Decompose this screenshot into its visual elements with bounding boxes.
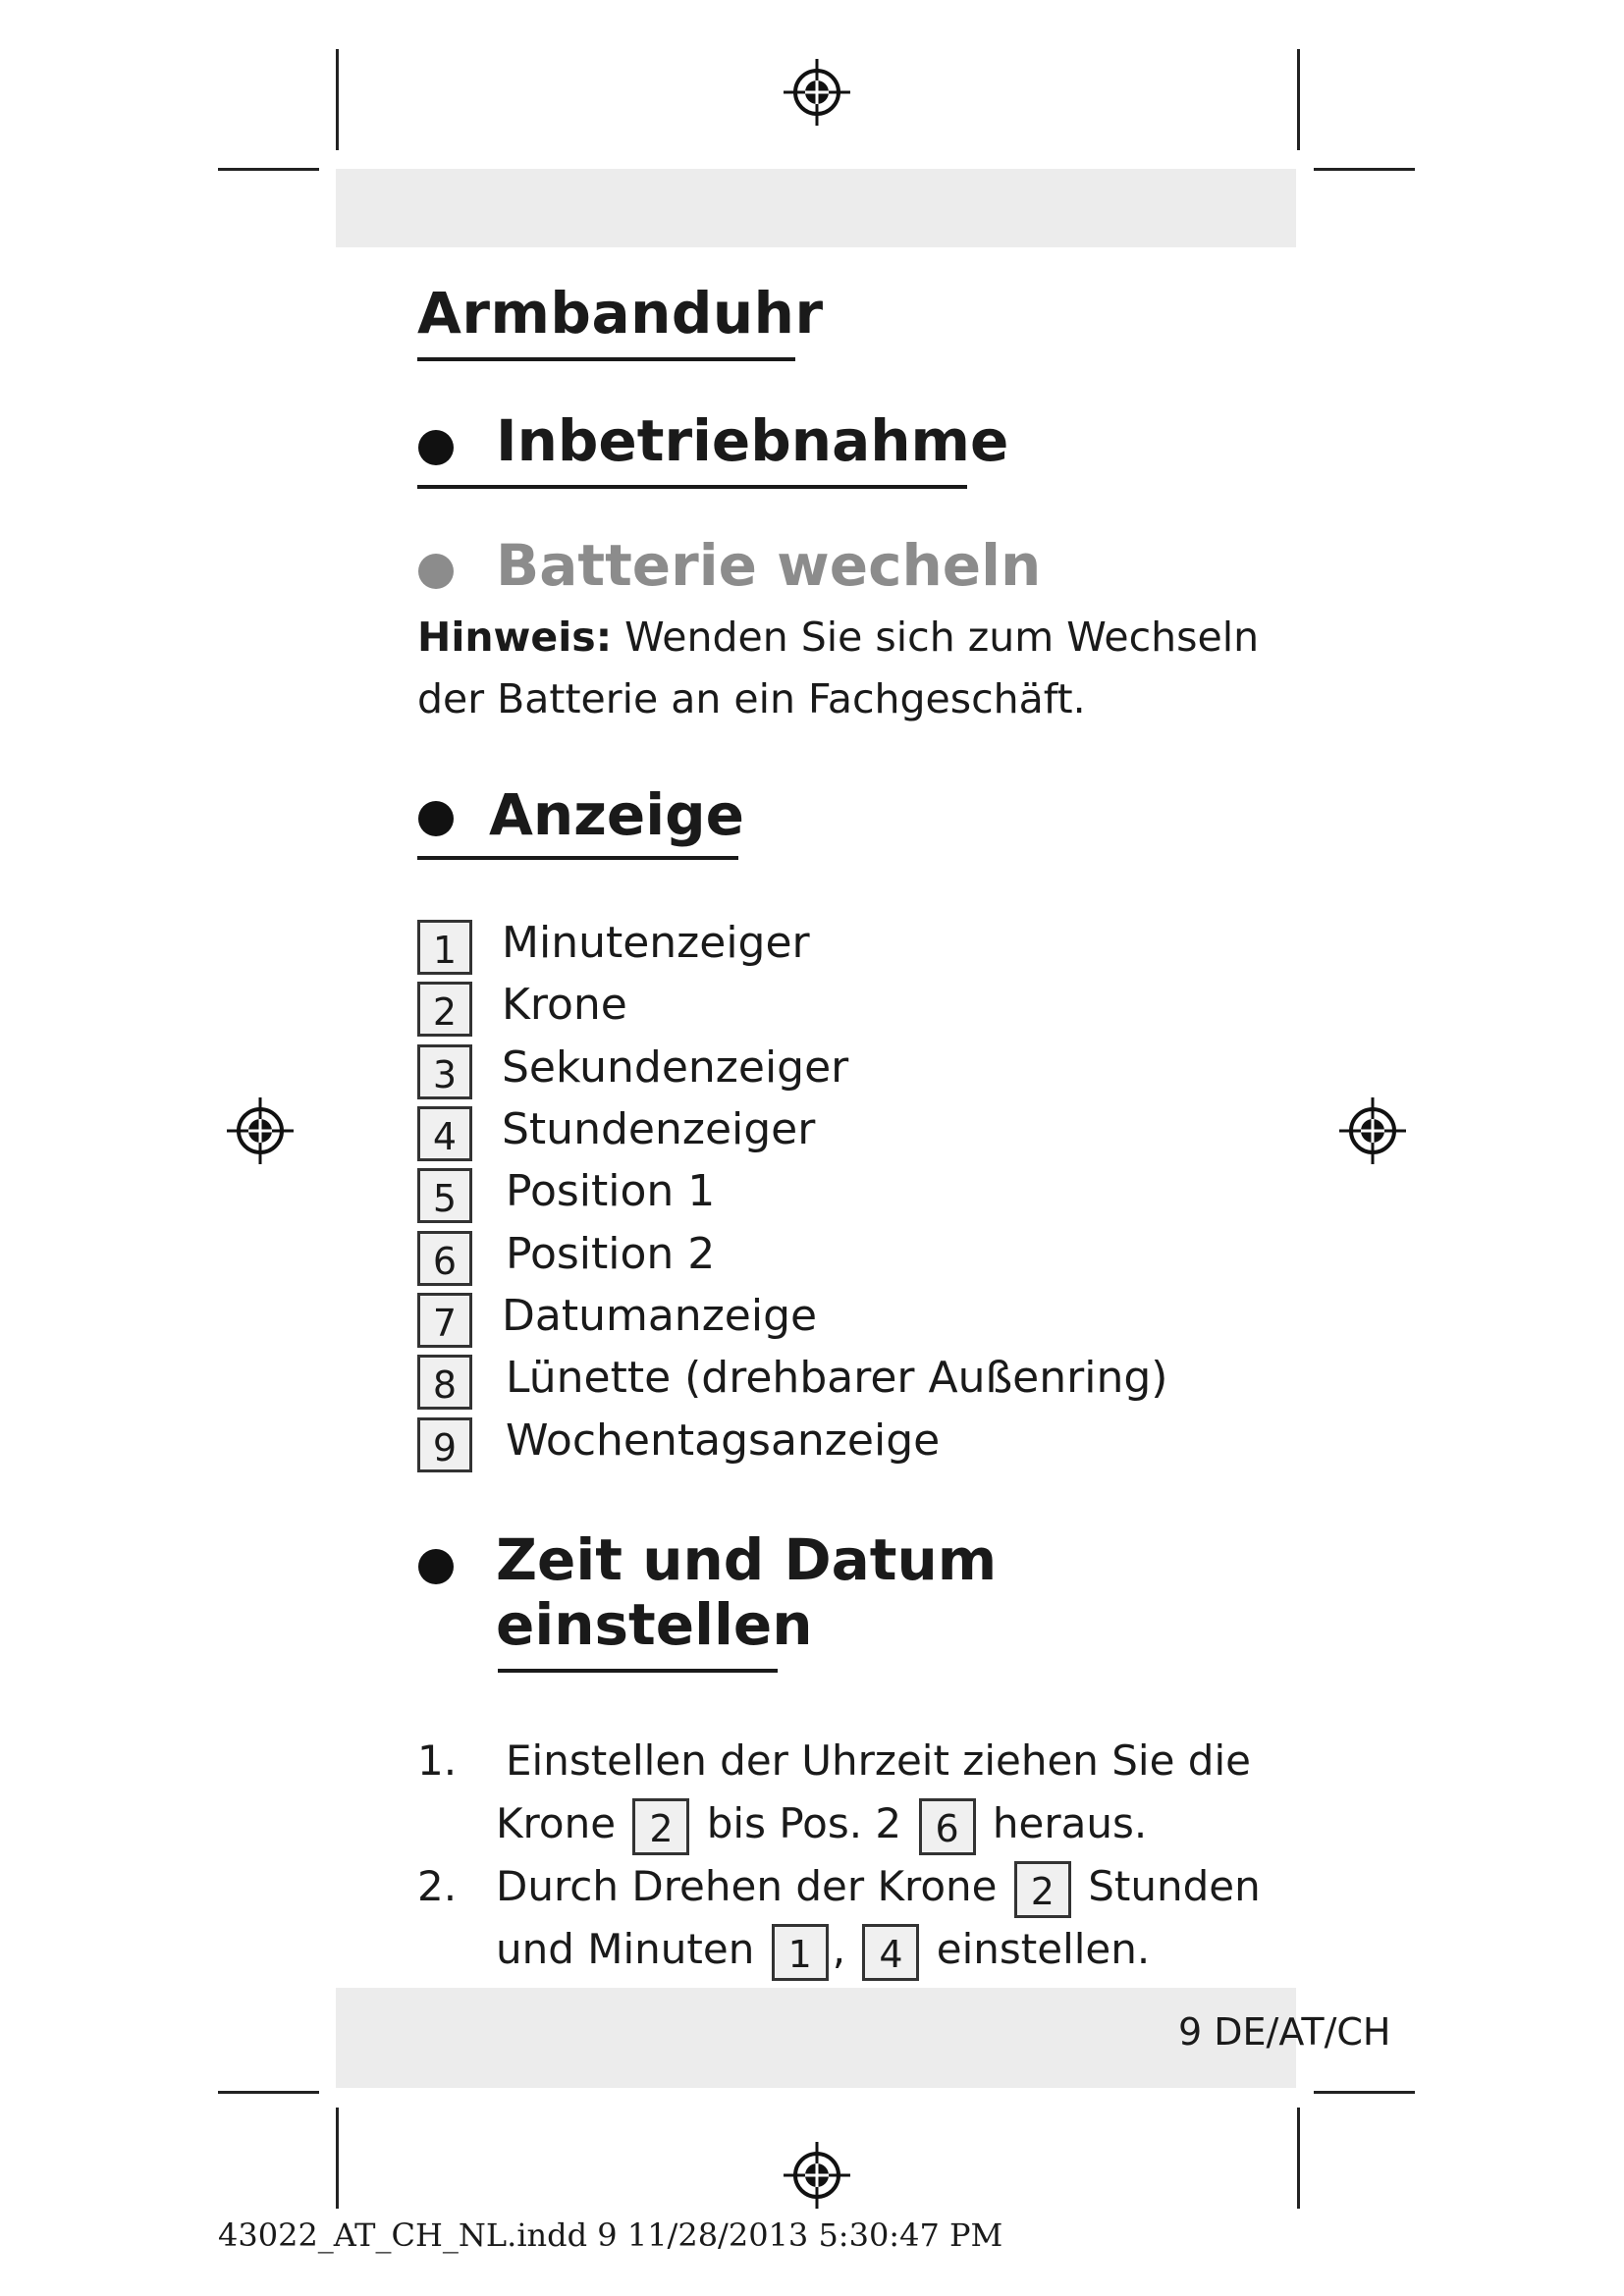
- registration-mark-icon: [782, 57, 852, 128]
- part-label: Krone: [502, 980, 627, 1030]
- list-item: [417, 1353, 1168, 1414]
- part-ref-box: 4: [862, 1924, 919, 1981]
- part-label: Minutenzeiger: [502, 918, 810, 968]
- part-label: Stundenzeiger: [502, 1104, 816, 1154]
- step-1-number: 1.: [417, 1736, 458, 1785]
- step-text: Krone: [496, 1799, 617, 1847]
- step-text: und Minuten: [496, 1925, 755, 1973]
- section-underline: [417, 485, 967, 489]
- step-2-line-1: [496, 1855, 1261, 1918]
- part-label: Datumanzeige: [502, 1291, 818, 1341]
- step-2-line-2: [496, 1918, 1150, 1981]
- part-ref-box: 6: [919, 1798, 976, 1855]
- crop-mark-bottom-right-vertical: [1297, 2108, 1300, 2209]
- part-number-box: 6: [417, 1231, 472, 1286]
- step-separator: ,: [832, 1925, 846, 1973]
- crop-mark-top-right-horizontal: [1314, 168, 1415, 171]
- registration-mark-icon: [1337, 1095, 1408, 1166]
- hinweis-paragraph: [417, 607, 1259, 730]
- step-1-line-1: Einstellen der Uhrzeit ziehen Sie die: [506, 1736, 1251, 1785]
- part-number-box: 2: [417, 982, 472, 1037]
- step-text: heraus.: [992, 1799, 1148, 1847]
- part-ref-box: 2: [1014, 1861, 1071, 1918]
- part-label: Sekundenzeiger: [502, 1042, 849, 1093]
- step-text: einstellen.: [936, 1925, 1151, 1973]
- crop-mark-bottom-right-horizontal: [1314, 2091, 1415, 2094]
- step-2-number: 2.: [417, 1862, 458, 1910]
- hinweis-line-1: [417, 607, 1259, 668]
- registration-mark-icon: [782, 2140, 852, 2211]
- part-ref-box: 1: [772, 1924, 829, 1981]
- hinweis-text: Wenden Sie sich zum Wechseln: [624, 614, 1260, 661]
- section-heading-inbetriebnahme: Inbetriebnahme: [496, 407, 1009, 474]
- section-heading-zeit: [496, 1527, 997, 1657]
- list-item: [417, 1291, 818, 1352]
- crop-mark-top-right-vertical: [1297, 49, 1300, 150]
- step-1-line-2: [496, 1792, 1147, 1855]
- bullet-dot-icon: [418, 554, 454, 589]
- part-label: Position 1: [506, 1166, 716, 1216]
- title-underline: [417, 357, 795, 361]
- section-heading-zeit-line-2: einstellen: [496, 1591, 813, 1658]
- footer-band: [336, 1988, 1296, 2088]
- part-number-box: 7: [417, 1293, 472, 1348]
- crop-mark-bottom-left-vertical: [336, 2108, 339, 2209]
- page-title: Armbanduhr: [417, 280, 824, 347]
- section-underline: [417, 856, 738, 860]
- hinweis-line-2: der Batterie an ein Fachgeschäft.: [417, 675, 1086, 722]
- header-band: [336, 169, 1296, 247]
- crop-mark-bottom-left-horizontal: [218, 2091, 319, 2094]
- step-text: Durch Drehen der Krone: [496, 1862, 998, 1910]
- section-heading-zeit-line-1: Zeit und Datum: [496, 1526, 998, 1593]
- part-label: Position 2: [506, 1229, 716, 1279]
- print-slug: 43022_AT_CH_NL.indd 9 11/28/2013 5:30:47 PM: [218, 2216, 1003, 2254]
- part-number-box: 8: [417, 1355, 472, 1410]
- registration-mark-icon: [225, 1095, 296, 1166]
- part-number-box: 9: [417, 1417, 472, 1472]
- part-label: Lünette (drehbarer Außenring): [506, 1353, 1168, 1403]
- list-item: [417, 1415, 941, 1476]
- crop-mark-top-left-vertical: [336, 49, 339, 150]
- list-item: [417, 918, 810, 979]
- section-heading-anzeige: Anzeige: [489, 781, 745, 848]
- part-ref-box: 2: [632, 1798, 689, 1855]
- list-item: [417, 1042, 849, 1103]
- section-underline: [498, 1669, 778, 1673]
- step-text: bis Pos. 2: [706, 1799, 902, 1847]
- bullet-dot-icon: [418, 1549, 454, 1584]
- part-label: Wochentagsanzeige: [506, 1415, 941, 1466]
- crop-mark-top-left-horizontal: [218, 168, 319, 171]
- list-item: [417, 1166, 716, 1227]
- part-number-box: 1: [417, 920, 472, 975]
- section-heading-batterie: Batterie wecheln: [496, 532, 1042, 599]
- part-number-box: 3: [417, 1044, 472, 1099]
- bullet-dot-icon: [418, 801, 454, 836]
- page-folio: 9 DE/AT/CH: [1178, 2010, 1391, 2054]
- bullet-dot-icon: [418, 430, 454, 465]
- hinweis-label: Hinweis:: [417, 614, 613, 661]
- part-number-box: 4: [417, 1106, 472, 1161]
- step-text: Stunden: [1088, 1862, 1261, 1910]
- list-item: [417, 980, 627, 1041]
- list-item: [417, 1104, 816, 1165]
- list-item: [417, 1229, 716, 1290]
- part-number-box: 5: [417, 1168, 472, 1223]
